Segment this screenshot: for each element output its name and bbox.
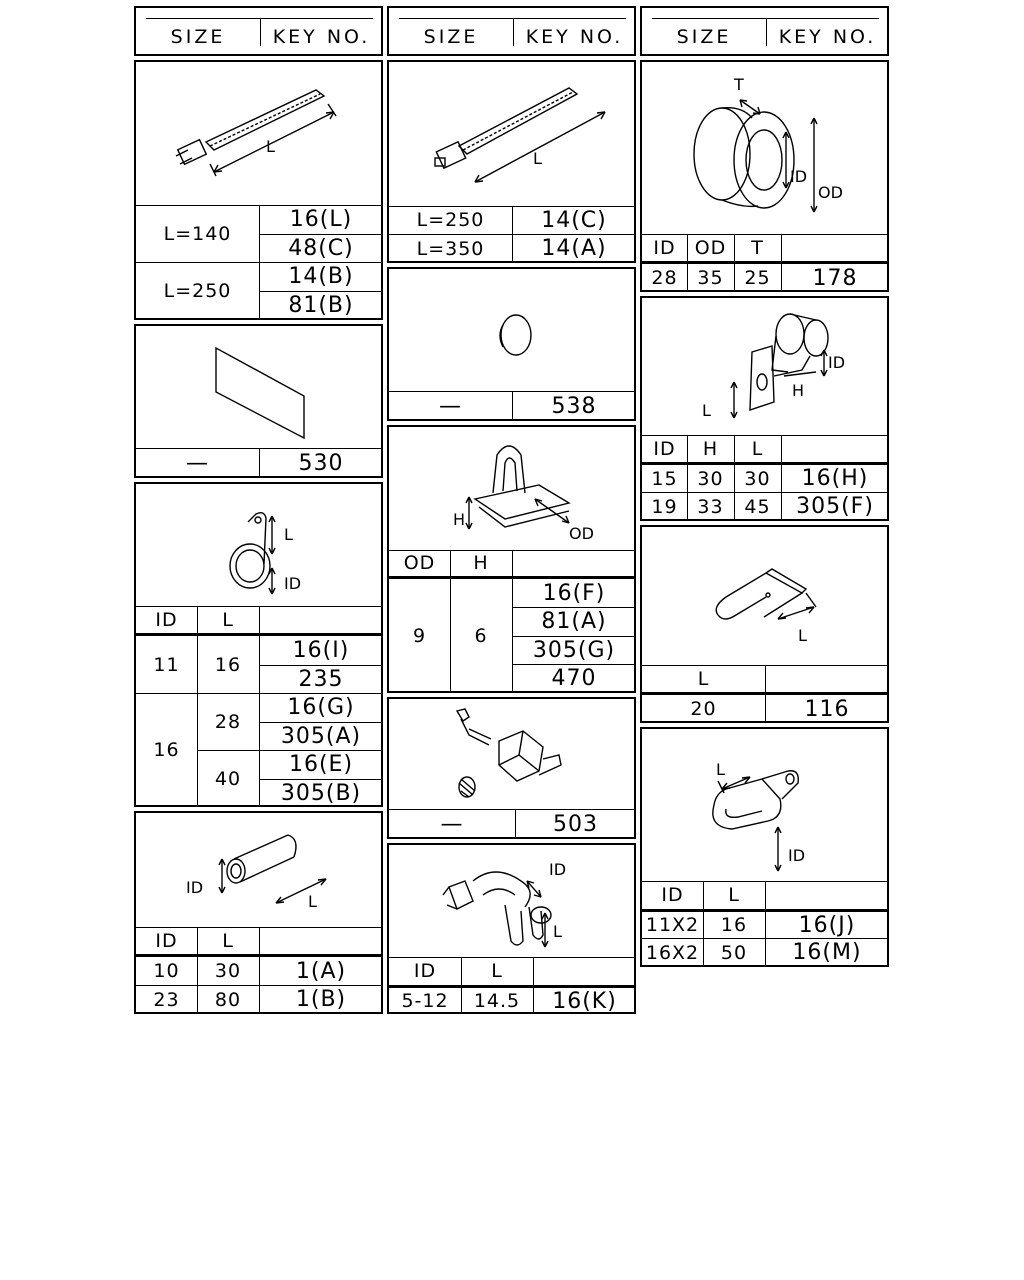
cable-tie-icon bbox=[429, 74, 609, 204]
key-cell: 1(B) bbox=[295, 987, 347, 1012]
bracket-clamp-panel bbox=[640, 296, 889, 521]
tube-icon bbox=[176, 823, 356, 923]
id-cell: 10 bbox=[153, 960, 180, 982]
od-cell: 9 bbox=[412, 625, 427, 647]
key-cell: 530 bbox=[298, 450, 344, 476]
size-cell: — bbox=[440, 811, 464, 837]
grommet-icon bbox=[682, 70, 862, 230]
pad-illustration bbox=[206, 340, 316, 450]
clip-panel bbox=[387, 425, 636, 693]
edge-clip-illustration bbox=[702, 553, 842, 663]
size-cell: — bbox=[186, 450, 209, 476]
plug-icon bbox=[489, 307, 539, 363]
key-cell: 16(G) bbox=[287, 695, 355, 720]
key-no-header: KEY NO. bbox=[525, 26, 624, 48]
hose-clip-illustration bbox=[429, 851, 629, 957]
l-cell: 20 bbox=[690, 698, 717, 720]
column-header: OD bbox=[403, 552, 436, 574]
id-cell: 11 bbox=[153, 653, 180, 676]
cable-tie-2-panel bbox=[387, 60, 636, 263]
dim-label: H bbox=[453, 510, 466, 529]
key-cell: 81(B) bbox=[288, 293, 354, 318]
p-clamp-panel bbox=[134, 482, 383, 807]
p-clamp-icon bbox=[206, 494, 336, 604]
cable-tie-2-illustration bbox=[429, 74, 609, 204]
key-no-header: KEY NO. bbox=[778, 26, 877, 48]
l-cell: 50 bbox=[720, 941, 748, 964]
double-clamp-panel bbox=[640, 727, 889, 967]
size-cell: — bbox=[439, 393, 462, 419]
column-header: L bbox=[751, 437, 764, 460]
plug-panel bbox=[387, 267, 636, 421]
dim-label: ID bbox=[284, 574, 302, 593]
id-cell: 28 bbox=[651, 267, 678, 289]
key-cell: 16(M) bbox=[792, 940, 862, 965]
key-cell: 81(A) bbox=[541, 609, 607, 634]
l-cell: 30 bbox=[744, 467, 771, 490]
dim-label: L bbox=[284, 525, 293, 544]
key-cell: 235 bbox=[298, 666, 344, 692]
pad-panel bbox=[134, 324, 383, 478]
column-header: ID bbox=[413, 960, 437, 982]
key-cell: 48(C) bbox=[288, 235, 354, 261]
t-cell: 25 bbox=[744, 267, 771, 289]
plug-illustration bbox=[489, 307, 539, 363]
key-cell: 16(I) bbox=[292, 638, 350, 663]
dim-label: ID bbox=[828, 353, 846, 372]
header-col1 bbox=[134, 6, 383, 56]
dim-label: ID bbox=[186, 878, 204, 897]
key-cell: 305(A) bbox=[280, 723, 362, 749]
dim-label: L bbox=[266, 137, 275, 156]
dim-label: ID bbox=[788, 846, 806, 865]
l-cell: 40 bbox=[214, 767, 242, 790]
od-cell: 35 bbox=[697, 267, 724, 289]
l-cell: 30 bbox=[214, 960, 242, 982]
connector-icon bbox=[439, 705, 579, 805]
id-cell: 23 bbox=[153, 988, 180, 1011]
connector-illustration bbox=[439, 705, 579, 805]
hose-clip-icon bbox=[429, 851, 629, 957]
column-header: ID bbox=[661, 884, 684, 906]
dim-label: T bbox=[734, 75, 744, 94]
key-cell: 16(H) bbox=[801, 466, 869, 491]
key-cell: 14(C) bbox=[541, 207, 607, 233]
p-clamp-illustration bbox=[206, 494, 336, 604]
l-cell: 16 bbox=[214, 653, 242, 676]
key-cell: 14(A) bbox=[541, 236, 607, 261]
column-header: L bbox=[697, 667, 710, 690]
column-header: L bbox=[491, 960, 503, 982]
grommet-panel bbox=[640, 60, 889, 292]
double-clamp-icon bbox=[702, 749, 852, 879]
dim-label: H bbox=[792, 381, 805, 400]
l-cell: 16 bbox=[720, 914, 748, 936]
id-cell: 11X2 bbox=[645, 914, 700, 936]
size-cell: L=350 bbox=[416, 237, 485, 260]
key-no-header: KEY NO. bbox=[272, 26, 371, 48]
h-cell: 6 bbox=[474, 625, 488, 647]
cable-tie-icon bbox=[166, 72, 356, 202]
column-header: H bbox=[702, 437, 719, 460]
key-cell: 16(L) bbox=[289, 207, 353, 232]
edge-clip-icon bbox=[702, 553, 842, 663]
edge-clip-panel bbox=[640, 525, 889, 723]
cable-tie-illustration bbox=[166, 72, 356, 202]
key-cell: 178 bbox=[812, 265, 858, 291]
size-header: SIZE bbox=[423, 26, 479, 48]
hose-clip-panel bbox=[387, 843, 636, 1014]
key-cell: 538 bbox=[551, 393, 597, 419]
column-header: L bbox=[728, 884, 740, 906]
grommet-illustration bbox=[682, 70, 862, 230]
key-cell: 16(F) bbox=[542, 580, 606, 606]
dim-label: OD bbox=[569, 524, 594, 543]
key-cell: 14(B) bbox=[288, 264, 354, 289]
id-cell: 19 bbox=[651, 495, 678, 518]
tube-panel bbox=[134, 811, 383, 1014]
pad-icon bbox=[206, 340, 316, 450]
bracket-clamp-icon bbox=[692, 306, 862, 430]
column-header: L bbox=[222, 608, 234, 631]
key-cell: 503 bbox=[553, 811, 598, 837]
key-cell: 16(J) bbox=[798, 912, 856, 938]
column-header: ID bbox=[653, 437, 676, 460]
dim-label: ID bbox=[790, 167, 808, 186]
key-cell: 470 bbox=[551, 666, 597, 691]
dim-label: L bbox=[553, 922, 562, 941]
key-cell: 116 bbox=[804, 696, 850, 722]
key-cell: 305(F) bbox=[796, 494, 874, 519]
l-cell: 45 bbox=[744, 495, 771, 518]
header-col3 bbox=[640, 6, 889, 56]
cable-tie-panel bbox=[134, 60, 383, 320]
header-col2 bbox=[387, 6, 636, 56]
double-clamp-illustration bbox=[702, 749, 852, 879]
key-cell: 16(K) bbox=[552, 988, 617, 1014]
column-header: T bbox=[751, 236, 764, 259]
id-cell: 15 bbox=[651, 467, 678, 490]
id-cell: 5-12 bbox=[401, 990, 449, 1012]
size-cell: L=140 bbox=[163, 222, 232, 245]
column-header: L bbox=[222, 929, 234, 952]
size-header: SIZE bbox=[170, 26, 226, 48]
id-cell: 16X2 bbox=[645, 941, 700, 964]
dim-label: OD bbox=[818, 183, 843, 202]
l-cell: 80 bbox=[214, 988, 242, 1011]
key-cell: 305(B) bbox=[280, 780, 362, 806]
column-header: ID bbox=[155, 929, 178, 952]
size-header: SIZE bbox=[676, 26, 732, 48]
column-header: ID bbox=[155, 608, 178, 631]
dim-label: L bbox=[798, 626, 807, 645]
key-cell: 1(A) bbox=[295, 958, 347, 984]
dim-label: L bbox=[702, 401, 711, 420]
id-cell: 16 bbox=[153, 739, 180, 761]
h-cell: 33 bbox=[697, 495, 724, 518]
l-cell: 14.5 bbox=[473, 990, 521, 1012]
connector-panel bbox=[387, 697, 636, 839]
l-cell: 28 bbox=[214, 710, 242, 733]
tube-illustration bbox=[176, 823, 356, 923]
column-header: H bbox=[473, 552, 489, 574]
dim-label: L bbox=[533, 149, 542, 168]
size-cell: L=250 bbox=[416, 209, 485, 231]
dim-label: L bbox=[308, 892, 317, 911]
dim-label: ID bbox=[549, 860, 567, 879]
h-cell: 30 bbox=[697, 467, 724, 490]
clip-icon bbox=[439, 433, 609, 551]
column-header: OD bbox=[694, 236, 727, 259]
key-cell: 305(G) bbox=[532, 637, 616, 663]
key-cell: 16(E) bbox=[288, 752, 354, 777]
size-cell: L=250 bbox=[163, 280, 232, 302]
clip-illustration bbox=[439, 433, 609, 551]
column-header: ID bbox=[653, 236, 676, 259]
dim-label: L bbox=[716, 760, 725, 779]
bracket-clamp-illustration bbox=[692, 306, 862, 430]
